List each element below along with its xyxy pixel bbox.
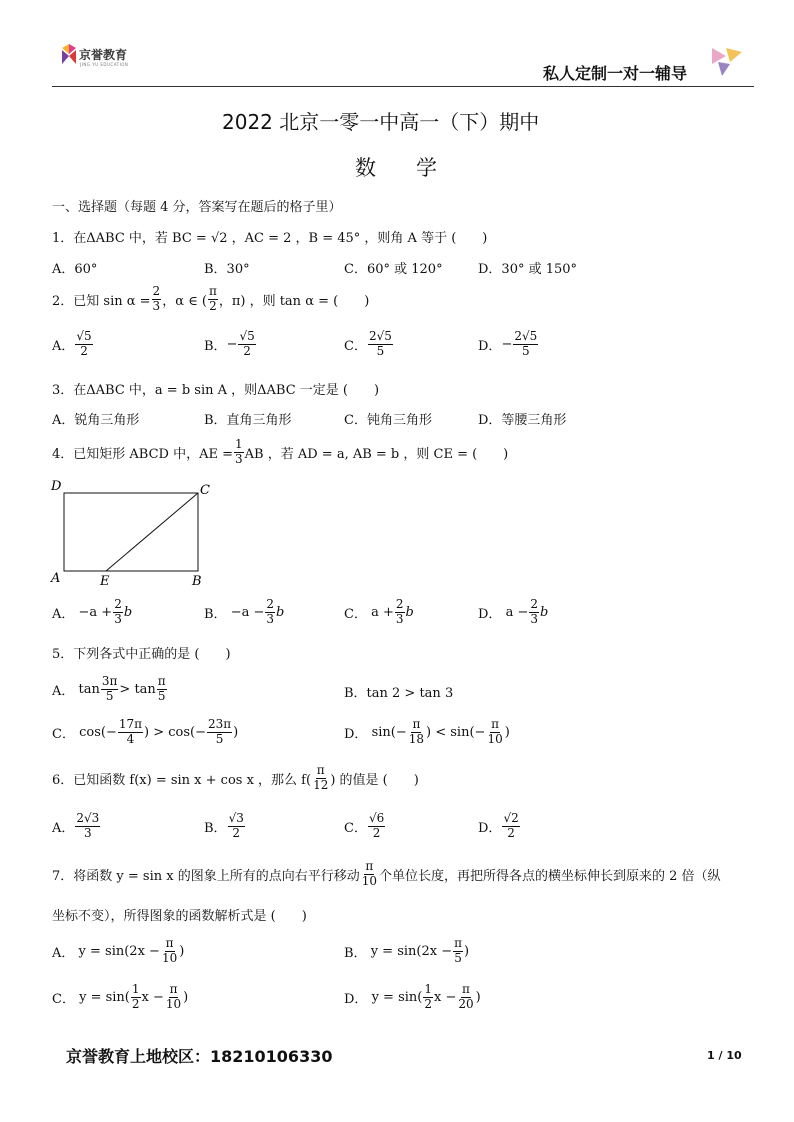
option-fraction <box>395 598 405 627</box>
footer-contact: 京誉教育上地校区：18210106330 <box>66 1047 333 1066</box>
option-fraction <box>161 937 178 966</box>
fraction-denominator: 2 <box>131 996 140 1011</box>
q2-option-d <box>478 330 539 359</box>
q1-option-b: B．30° <box>204 262 250 277</box>
fraction-denominator: 10 <box>361 873 377 888</box>
fraction-denominator: 3 <box>114 611 122 626</box>
fraction-denominator: 5 <box>454 950 462 965</box>
rectangle-abcd <box>64 493 198 571</box>
fraction-denominator: 2 <box>243 343 251 358</box>
fraction-numerator: √2 <box>503 811 519 825</box>
q5-option-c <box>52 718 238 747</box>
fraction-numerator: π <box>157 674 166 688</box>
question-2-stem <box>52 285 369 314</box>
q2-stem-fraction <box>152 285 162 314</box>
option-label: A． <box>52 606 75 622</box>
fraction-numerator: √5 <box>239 329 255 343</box>
q3-option-b: B．直角三角形 <box>204 413 292 428</box>
option-vector: b <box>405 604 414 620</box>
option-expr: a − <box>505 604 529 620</box>
option-expr: > tan <box>119 681 156 697</box>
q7-option-b <box>344 937 469 966</box>
q2-stem-post: ，π) ，则 tan α = ( ) <box>218 293 370 309</box>
option-fraction <box>368 812 385 841</box>
option-fraction <box>165 983 182 1012</box>
label-d: D <box>51 479 62 494</box>
option-fraction <box>131 983 141 1012</box>
fraction-numerator: π <box>462 982 470 996</box>
option-expr: x − <box>434 989 457 1005</box>
fraction-denominator: 2 <box>507 825 515 840</box>
question-3-stem: 3．在ΔABC 中，a = b sin A ，则ΔABC 一定是 ( ) <box>52 383 380 398</box>
q5-option-b: B．tan 2 > tan 3 <box>344 686 454 701</box>
option-expr: ) <box>475 989 481 1005</box>
label-c: C <box>200 483 210 498</box>
label-e: E <box>100 574 110 589</box>
fraction-numerator: π <box>165 936 174 950</box>
option-label: C． <box>344 820 367 836</box>
option-label: C． <box>52 726 75 742</box>
q3-option-a: A．锐角三角形 <box>52 413 140 428</box>
option-vector: b <box>276 604 285 620</box>
fraction-denominator: 3 <box>530 611 538 626</box>
logo-subtitle: JING YU EDUCATION <box>80 62 129 67</box>
option-expr: −a + <box>78 604 113 620</box>
option-label: B． <box>204 820 227 836</box>
fraction-numerator: π <box>412 717 421 731</box>
option-fraction <box>513 330 538 359</box>
q7-option-a <box>52 937 184 966</box>
q6-stem-fraction <box>312 764 329 793</box>
q2-stem-pre: 2．已知 sin α = <box>52 293 151 309</box>
option-label: C． <box>344 338 367 354</box>
q2-frac-den: 3 <box>152 298 161 313</box>
option-expr: y = sin( <box>79 989 130 1005</box>
fraction-denominator: 12 <box>313 777 329 792</box>
option-fraction <box>265 598 275 627</box>
fraction-numerator: π <box>454 936 462 950</box>
option-fraction <box>457 983 474 1012</box>
question-5-stem: 5．下列各式中正确的是 ( ) <box>52 647 231 662</box>
fraction-denominator: 20 <box>458 996 474 1011</box>
fraction-denominator: 5 <box>105 688 114 703</box>
q6-stem-pre: 6．已知函数 f(x) = sin x + cos x ，那么 f( <box>52 772 312 788</box>
fraction-denominator: 3 <box>266 611 275 626</box>
option-expr: ) > cos(− <box>144 724 206 740</box>
segment-ce <box>106 493 198 571</box>
page-title: 2022 北京一零一中高一（下）期中 <box>222 110 540 134</box>
q2-option-c <box>344 330 394 359</box>
option-vector: b <box>540 604 549 620</box>
option-expr: cos(− <box>79 724 117 740</box>
logo-text: 京誉教育 <box>79 48 128 62</box>
option-fraction <box>486 718 503 747</box>
option-expr: sin(− <box>371 724 407 740</box>
fraction-numerator: √6 <box>368 811 385 825</box>
option-expr: a + <box>371 604 394 620</box>
question-1-stem: 1．在ΔABC 中，若 BC = √2 ，AC = 2 ，B = 45° ，则角 A 等于 ( ) <box>52 231 488 246</box>
q6-option-a <box>52 812 101 841</box>
option-expr: ) <box>233 724 239 740</box>
q4-stem-post: AB ，若 AD = a, AB = b ，则 CE = ( ) <box>244 446 509 462</box>
fraction-numerator: 2√3 <box>76 811 100 825</box>
option-fraction <box>423 983 433 1012</box>
option-fraction <box>75 330 92 359</box>
option-expr: ) <box>504 724 510 740</box>
q2-stem-fraction-2 <box>208 285 218 314</box>
q6-option-d <box>478 812 521 841</box>
fraction-denominator: 3 <box>395 611 404 626</box>
fraction-numerator: 2√5 <box>368 329 392 343</box>
option-label: D． <box>478 338 502 354</box>
option-expr: ) < sin(− <box>426 724 486 740</box>
option-expr: ) <box>464 943 470 959</box>
q2-frac-num: 2 <box>152 284 161 298</box>
section-heading: 一、选择题（每题 4 分，答案写在题后的格子里） <box>52 200 342 215</box>
option-label: C． <box>52 991 75 1007</box>
option-sign: − <box>501 336 513 352</box>
fraction-denominator: 2 <box>232 825 241 840</box>
q7-stem-post: 个单位长度，再把所得各点的横坐标伸长到原来的 2 倍（纵 <box>378 868 721 884</box>
fraction-denominator: 2 <box>424 996 432 1011</box>
header-slogan: 私人定制一对一辅导 <box>543 64 688 83</box>
triangles-decoration-icon <box>708 44 746 78</box>
option-label: B． <box>344 945 367 961</box>
question-6-stem <box>52 764 419 793</box>
header-divider <box>52 86 754 87</box>
fraction-numerator: 1 <box>235 437 243 451</box>
option-fraction <box>228 812 245 841</box>
option-fraction <box>75 812 100 841</box>
option-fraction <box>368 330 393 359</box>
q7-stem-fraction <box>361 860 378 889</box>
option-expr: tan <box>78 681 100 697</box>
option-label: B． <box>204 606 227 622</box>
option-expr: y = sin(2x − <box>78 943 160 959</box>
option-fraction <box>157 675 167 704</box>
option-fraction <box>113 598 123 627</box>
q4-option-c <box>344 598 414 627</box>
option-fraction <box>529 598 539 627</box>
option-label: D． <box>478 820 502 836</box>
q2-option-a <box>52 330 94 359</box>
q1-option-c: C．60° 或 120° <box>344 262 443 277</box>
q6-option-b <box>204 812 246 841</box>
fraction-denominator: 10 <box>161 950 178 965</box>
q4-stem-fraction <box>234 438 244 467</box>
option-vector: b <box>123 604 133 620</box>
q3-option-d: D．等腰三角形 <box>478 413 567 428</box>
question-7-stem <box>52 860 721 889</box>
option-label: A． <box>52 338 75 354</box>
option-expr: y = sin( <box>371 989 423 1005</box>
q4-option-d <box>478 598 548 627</box>
option-expr: ) <box>179 943 185 959</box>
fraction-numerator: √5 <box>76 329 92 343</box>
q2-option-b <box>204 330 257 359</box>
fraction-denominator: 3 <box>235 451 243 466</box>
label-a: A <box>51 571 61 586</box>
option-label: B． <box>204 338 227 354</box>
fraction-denominator: 5 <box>157 688 166 703</box>
fraction-numerator: 2√5 <box>514 329 538 343</box>
fraction-numerator: π <box>169 982 178 996</box>
fraction-numerator: π <box>316 763 325 777</box>
label-b: B <box>192 574 202 589</box>
subject-title: 数学 <box>355 156 477 180</box>
q4-stem-pre: 4．已知矩形 ABCD 中，AE = <box>52 446 233 462</box>
fraction-denominator: 18 <box>408 731 425 746</box>
option-label: A． <box>52 683 75 699</box>
q6-option-c <box>344 812 386 841</box>
q2-frac2-den: 2 <box>209 298 217 313</box>
fraction-denominator: 3 <box>84 825 92 840</box>
q2-frac2-num: π <box>208 284 217 298</box>
option-fraction <box>101 675 119 704</box>
option-expr: y = sin(2x − <box>370 943 453 959</box>
option-expr: −a − <box>230 604 265 620</box>
option-fraction <box>238 330 255 359</box>
option-fraction <box>502 812 519 841</box>
fraction-numerator: 17π <box>118 717 142 731</box>
fraction-numerator: π <box>365 859 374 873</box>
q4-option-a <box>52 598 132 627</box>
option-expr: ) <box>183 989 189 1005</box>
option-label: D． <box>344 991 368 1007</box>
option-fraction <box>118 718 143 747</box>
fraction-denominator: 5 <box>521 343 530 358</box>
fraction-numerator: √3 <box>228 811 244 825</box>
fraction-denominator: 4 <box>126 731 135 746</box>
rectangle-figure <box>48 478 218 590</box>
option-label: A． <box>52 820 75 836</box>
fraction-numerator: 2 <box>395 597 404 611</box>
q5-option-d <box>344 718 510 747</box>
option-sign: − <box>226 336 238 352</box>
q3-option-c: C．钝角三角形 <box>344 413 432 428</box>
q7-option-d <box>344 983 481 1012</box>
fraction-denominator: 5 <box>215 731 224 746</box>
option-label: C． <box>344 606 367 622</box>
option-fraction <box>207 718 232 747</box>
option-label: D． <box>344 726 368 742</box>
option-fraction <box>453 937 463 966</box>
page-number: 1 / 10 <box>707 1049 742 1062</box>
q4-option-b <box>204 598 284 627</box>
q1-option-a: A．60° <box>52 262 98 277</box>
fraction-numerator: 23π <box>207 717 232 731</box>
logo-mark-icon <box>60 42 78 68</box>
fraction-numerator: 2 <box>266 597 275 611</box>
q2-stem-mid: ，α ∈ ( <box>162 293 207 309</box>
option-expr: x − <box>141 989 164 1005</box>
fraction-numerator: 2 <box>530 597 538 611</box>
fraction-numerator: 1 <box>131 982 140 996</box>
q7-option-c <box>52 983 188 1012</box>
fraction-denominator: 2 <box>80 343 88 358</box>
q5-option-a <box>52 675 168 704</box>
fraction-numerator: 2 <box>114 597 122 611</box>
fraction-numerator: 1 <box>424 982 432 996</box>
question-4-stem <box>52 438 508 467</box>
option-fraction <box>408 718 425 747</box>
question-7-stem-line2: 坐标不变），所得图象的函数解析式是 ( ) <box>52 909 307 924</box>
fraction-denominator: 2 <box>372 825 381 840</box>
fraction-denominator: 10 <box>487 731 503 746</box>
option-label: D． <box>478 606 502 622</box>
fraction-numerator: 3π <box>101 674 118 688</box>
fraction-denominator: 5 <box>376 343 385 358</box>
q7-stem-pre: 7．将函数 y = sin x 的图象上所有的点向右平行移动 <box>52 868 360 884</box>
fraction-numerator: π <box>491 717 500 731</box>
q6-stem-post: ) 的值是 ( ) <box>330 772 419 788</box>
fraction-denominator: 10 <box>165 996 182 1011</box>
q1-option-d: D．30° 或 150° <box>478 262 578 277</box>
option-label: A． <box>52 945 75 961</box>
